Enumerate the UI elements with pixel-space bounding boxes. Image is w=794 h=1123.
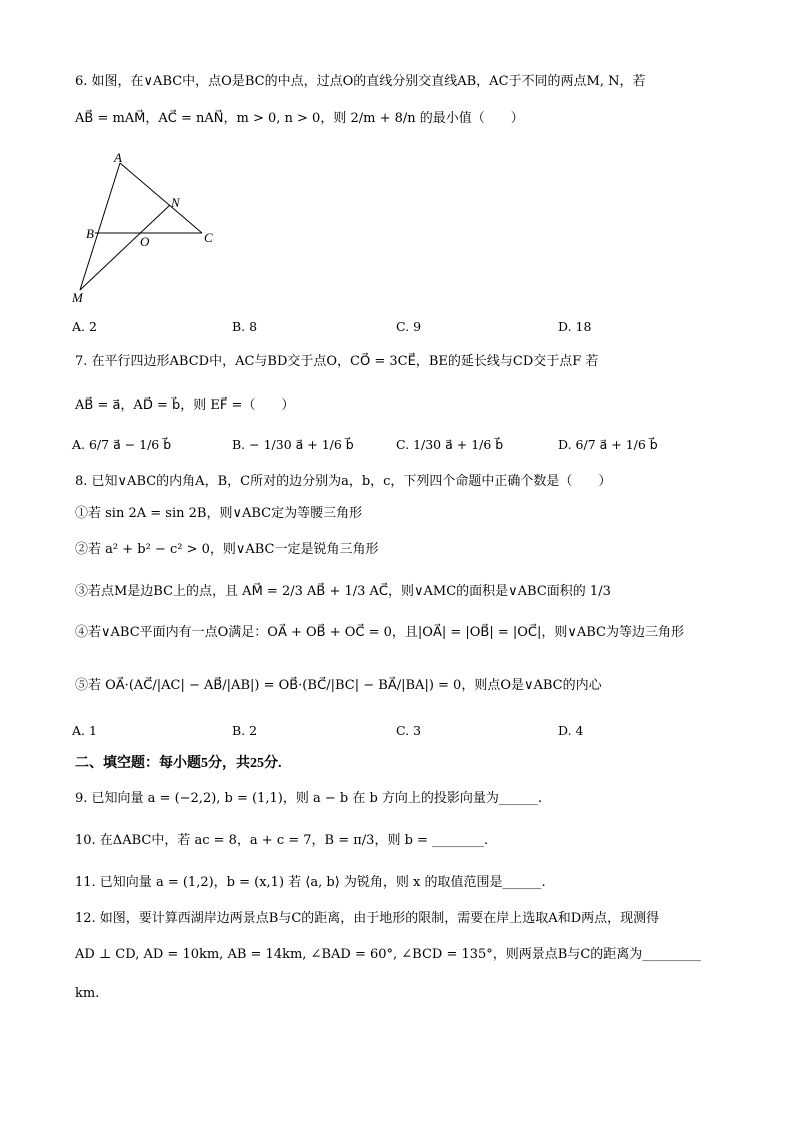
- label-C: C: [204, 230, 213, 245]
- q8-stem: 8. 已知∨ABC的内角A，B，C所对的边分别为a，b，c，下列四个命题中正确个数是（ ）: [75, 474, 612, 489]
- q8-item-1: ①若 sin 2A = sin 2B，则∨ABC定为等腰三角形: [75, 506, 363, 521]
- q7-option-d: D. 6/7 a⃗ + 1/6 b⃗: [558, 437, 658, 452]
- q8-item-5: ⑤若 OA⃗·(AC⃗/|AC| − AB⃗/|AB|) = OB⃗·(BC⃗/|BC| − BA⃗/|BA|) = 0，则点O是∨ABC的内心: [75, 678, 602, 693]
- q6-option-c: C. 9: [396, 319, 422, 334]
- q7-option-b: B. − 1/30 a⃗ + 1/6 b⃗: [232, 437, 354, 452]
- q10-text: 10. 在ΔABC中，若 ac = 8，a + c = 7，B = π/3，则 b = ________.: [75, 833, 489, 848]
- q8-item-2: ②若 a² + b² − c² > 0，则∨ABC一定是锐角三角形: [75, 542, 379, 557]
- q8-option-a: A. 1: [72, 723, 97, 738]
- q8-option-d: D. 4: [558, 723, 584, 738]
- label-M: M: [72, 290, 83, 305]
- label-B: B: [86, 226, 94, 241]
- q12-line2: AD ⊥ CD, AD = 10km, AB = 14km, ∠BAD = 60°, ∠BCD = 135°，则两景点B与C的距离为_________: [75, 947, 701, 962]
- q8-item-3: ③若点M是边BC上的点，且 AM⃗ = 2/3 AB⃗ + 1/3 AC⃗，则∨AMC的面积是∨ABC面积的 1/3: [75, 584, 611, 599]
- q6-option-a: A. 2: [72, 319, 97, 334]
- q6-option-b: B. 8: [232, 319, 258, 334]
- q8-option-b: B. 2: [232, 723, 258, 738]
- q8-item-4: ④若∨ABC平面内有一点O满足：OA⃗ + OB⃗ + OC⃗ = 0，且|OA⃗| = |OB⃗| = |OC⃗|，则∨ABC为等边三角形: [75, 625, 685, 640]
- label-N: N: [171, 195, 180, 210]
- q12-line1: 12. 如图，要计算西湖岸边两景点B与C的距离，由于地形的限制，需要在岸上选取A和D两点，现测得: [75, 911, 660, 926]
- q6-line2: AB⃗ = mAM⃗，AC⃗ = nAN⃗，m > 0, n > 0，则 2/m + 8/n 的最小值（ ）: [75, 111, 524, 126]
- q7-line2: AB⃗ = a⃗，AD⃗ = b⃗，则 EF⃗ =（ ）: [75, 398, 295, 413]
- q8-option-c: C. 3: [396, 723, 422, 738]
- q7-line1: 7. 在平行四边形ABCD中，AC与BD交于点O，CO⃗ = 3CE⃗，BE的延长线与CD交于点F 若: [75, 354, 599, 369]
- q6-option-d: D. 18: [558, 319, 592, 334]
- q7-option-a: A. 6/7 a⃗ − 1/6 b⃗: [72, 437, 172, 452]
- label-A: A: [114, 150, 122, 165]
- label-O: O: [140, 234, 150, 249]
- q11-text: 11. 已知向量 a = (1,2)，b = (x,1) 若 ⟨a, b⟩ 为锐角，则 x 的取值范围是______.: [75, 875, 546, 890]
- section-heading: 二、填空题：每小题5分，共25分.: [75, 756, 282, 771]
- q6-line1: 6. 如图，在∨ABC中，点O是BC的中点，过点O的直线分别交直线AB，AC于不同的两点M, N，若: [75, 74, 646, 89]
- q9-text: 9. 已知向量 a = (−2,2), b = (1,1)，则 a − b 在 b 方向上的投影向量为______.: [75, 791, 543, 806]
- q12-line3: km.: [75, 986, 100, 1001]
- q6-triangle-figure: [70, 150, 220, 305]
- q7-option-c: C. 1/30 a⃗ + 1/6 b⃗: [396, 437, 504, 452]
